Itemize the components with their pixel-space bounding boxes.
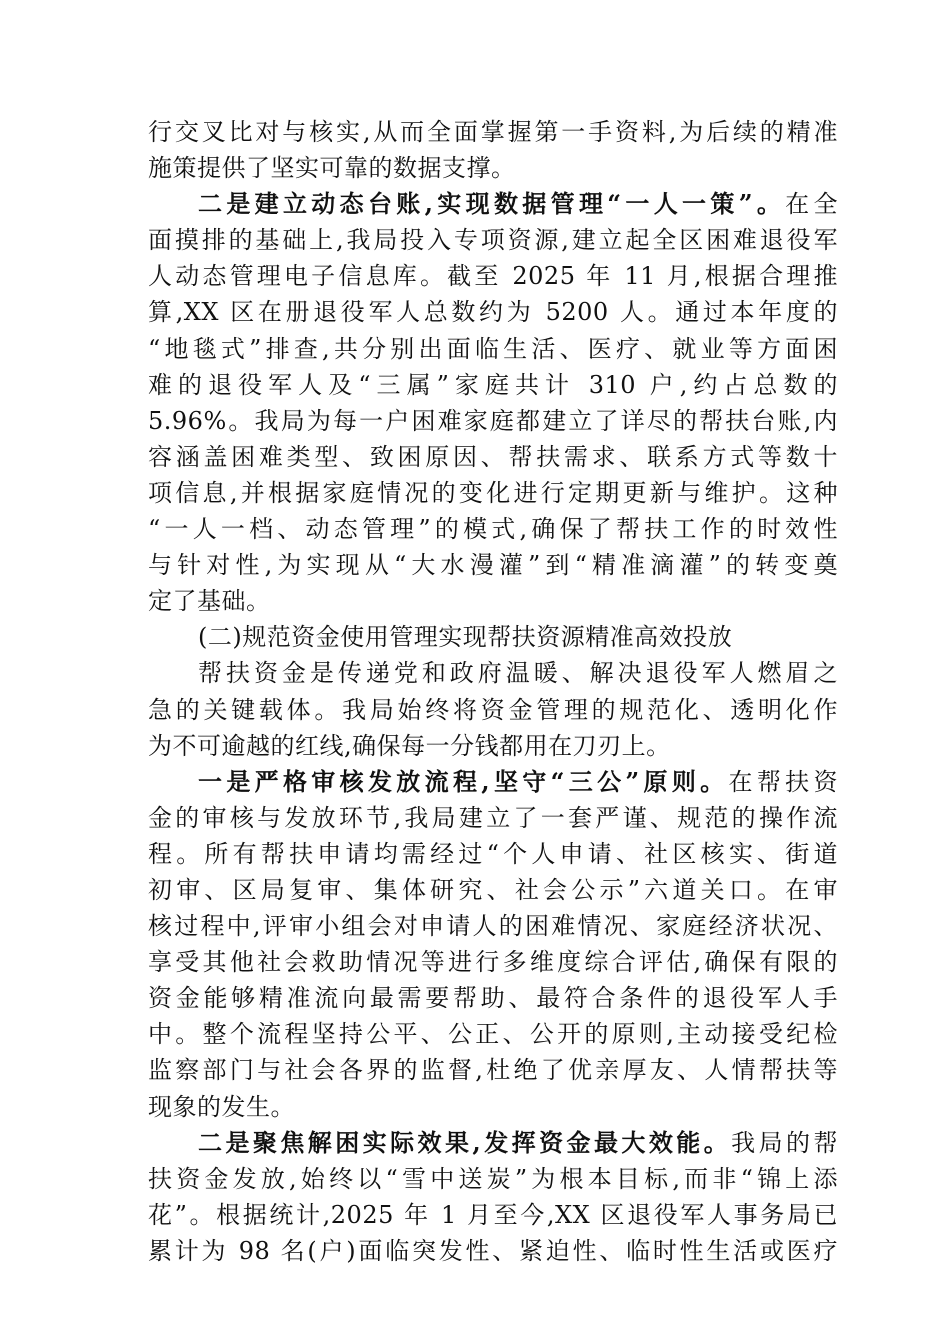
line-text: 核过程中,评审小组会对申请人的困难情况、家庭经济状况、: [148, 912, 838, 941]
text-line: [148, 1161, 838, 1197]
line-text: 程。所有帮扶申请均需经过“个人申请、社区核实、街道: [148, 839, 838, 868]
line-text: 容涵盖困难类型、致困原因、帮扶需求、联系方式等数十: [148, 442, 838, 471]
text-line: [148, 367, 838, 403]
text-line: [148, 692, 838, 728]
line-text: 金的审核与发放环节,我局建立了一套严谨、规范的操作流: [148, 803, 838, 832]
text-line: [148, 655, 838, 691]
line-text: 行交叉比对与核实,从而全面掌握第一手资料,为后续的精准: [148, 118, 838, 146]
text-line: [148, 475, 838, 511]
line-text: 资金能够精准流向最需要帮助、最符合条件的退役军人手: [148, 984, 838, 1013]
bold-heading: 二是聚焦解困实际效果,发挥资金最大效能。: [198, 1127, 732, 1157]
line-text: 难的退役军人及“三属”家庭共计 310 户,约占总数的: [148, 370, 838, 399]
text-line: [148, 583, 838, 619]
text-line: [148, 439, 838, 475]
text-line: [148, 944, 838, 980]
line-text: 累计为 98 名(户)面临突发性、紧迫性、临时性生活或医疗: [148, 1236, 838, 1265]
line-text: 花”。根据统计,2025 年 1 月至今,XX 区退役军人事务局已: [148, 1200, 838, 1229]
line-text: 面摸排的基础上,我局投入专项资源,建立起全区困难退役军: [148, 226, 838, 255]
text-line: [148, 294, 838, 330]
line-text: 中。整个流程坚持公平、公正、公开的原则,主动接受纪检: [148, 1020, 838, 1049]
document-page: [148, 114, 838, 1269]
text-line: [148, 980, 838, 1016]
line-text: “一人一档、动态管理”的模式,确保了帮扶工作的时效性: [148, 515, 838, 544]
line-text: 项信息,并根据家庭情况的变化进行定期更新与维护。这种: [148, 478, 838, 507]
line-text: 享受其他社会救助情况等进行多维度综合评估,确保有限的: [148, 948, 838, 977]
line-text: 与针对性,为实现从“大水漫灌”到“精准滴灌”的转变奠: [148, 551, 838, 580]
line-text: 定了基础。: [148, 587, 271, 616]
line-text: 在全: [785, 190, 838, 219]
text-line: [148, 1233, 838, 1269]
line-text: 算,XX 区在册退役军人总数约为 5200 人。通过本年度的: [148, 298, 838, 327]
text-line: [148, 1052, 838, 1088]
line-text: “地毯式”排查,共分别出面临生活、医疗、就业等方面困: [148, 334, 838, 363]
text-line: [148, 403, 838, 439]
line-text: 监察部门与社会各界的监督,杜绝了优亲厚友、人情帮扶等: [148, 1056, 838, 1085]
text-line: [148, 872, 838, 908]
line-text: 帮扶资金是传递党和政府温暖、解决退役军人燃眉之: [198, 659, 838, 688]
text-line: [148, 1125, 838, 1161]
line-text: 初审、区局复审、集体研究、社会公示”六道关口。在审: [148, 875, 838, 904]
line-text: 为不可逾越的红线,确保每一分钱都用在刀刃上。: [148, 731, 671, 760]
text-line: [148, 800, 838, 836]
text-line: [148, 547, 838, 583]
text-line: [148, 511, 838, 547]
bold-heading: 二是建立动态台账,实现数据管理“一人一策”。: [198, 189, 786, 219]
text-line: [148, 186, 838, 222]
line-text: 扶资金发放,始终以“雪中送炭”为根本目标,而非“锦上添: [148, 1164, 838, 1193]
text-line: [148, 258, 838, 294]
text-line: [148, 908, 838, 944]
section-heading: [148, 619, 838, 655]
text-line: [148, 1016, 838, 1052]
line-text: 施策提供了坚实可靠的数据支撑。: [148, 154, 516, 183]
text-line: [148, 222, 838, 258]
text-line: [148, 150, 838, 186]
line-text: 在帮扶资: [728, 767, 838, 796]
line-text: 现象的发生。: [148, 1092, 295, 1121]
bold-heading: 一是严格审核发放流程,坚守“三公”原则。: [198, 766, 729, 796]
line-text: 人动态管理电子信息库。截至 2025 年 11 月,根据合理推: [148, 262, 838, 291]
text-line: [148, 114, 838, 150]
text-line: [148, 836, 838, 872]
line-text: 5.96%。我局为每一户困难家庭都建立了详尽的帮扶台账,内: [148, 406, 838, 435]
section-heading-text: (二)规范资金使用管理实现帮扶资源精准高效投放: [198, 623, 733, 652]
line-text: 我局的帮: [731, 1128, 838, 1157]
text-line: [148, 728, 838, 764]
line-text: 急的关键载体。我局始终将资金管理的规范化、透明化作: [148, 695, 838, 724]
text-line: [148, 1089, 838, 1125]
text-line: [148, 1197, 838, 1233]
text-line: [148, 331, 838, 367]
text-line: [148, 764, 838, 800]
